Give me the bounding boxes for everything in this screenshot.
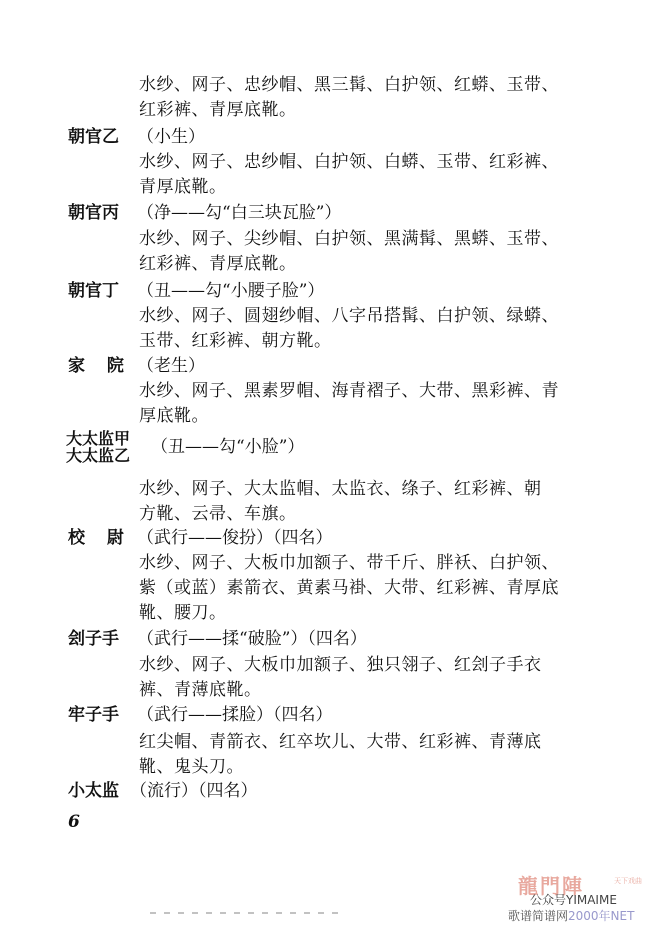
entry-6-line-1: 紫（或蓝）素箭衣、黄素马褂、大带、红彩裤、青厚底 <box>139 578 559 598</box>
watermark-logo: 龍門陣 <box>518 874 584 898</box>
entry-4-line-1: 厚底靴。 <box>139 406 209 426</box>
role-label-laozishou: 牢子手 <box>68 705 119 725</box>
entry-7-line-1: 裤、青薄底靴。 <box>139 680 262 700</box>
role-note-xiaotaijian: （流行）（四名） <box>130 781 258 801</box>
entry-8-line-1: 靴、鬼头刀。 <box>139 757 244 777</box>
watermark-footer-overlay: 2000年NET <box>568 909 635 923</box>
role-label-chaoguan-ding: 朝官丁 <box>68 281 119 301</box>
entry-1-line-0: 水纱、网子、忠纱帽、白护领、白蟒、玉带、红彩裤、 <box>139 152 559 172</box>
role-note-guizishou: （武行——揉“破脸”）（四名） <box>137 629 367 649</box>
role-note-xiaowei: （武行——俊扮）（四名） <box>137 528 333 548</box>
scan-noise-decoration <box>150 912 340 914</box>
role-note-laozishou: （武行——揉脸）（四名） <box>137 705 333 725</box>
role-label-chaoguan-yi: 朝官乙 <box>68 127 119 147</box>
role-label-chaoguan-bing: 朝官丙 <box>68 203 119 223</box>
role-note-chaoguan-bing: （净——勾“白三块瓦脸”） <box>137 203 342 223</box>
entry-3-line-0: 水纱、网子、圆翅纱帽、八字吊搭髯、白护领、绿蟒、 <box>139 306 559 326</box>
role-note-chaoguan-ding: （丑——勾“小腰子脸”） <box>137 281 325 301</box>
role-label-dataijian-yi: 大太监乙 <box>66 446 131 465</box>
entry-4-line-0: 水纱、网子、黑素罗帽、海青褶子、大带、黑彩裤、青 <box>139 381 559 401</box>
role-label-jiayuan: 家 院 <box>68 356 132 376</box>
watermark-footer-text: 歌谱简谱网 <box>508 909 569 923</box>
watermark-site: 公众号YIMAIME <box>530 893 617 907</box>
entry-2-line-0: 水纱、网子、尖纱帽、白护领、黑满髯、黑蟒、玉带、 <box>139 229 559 249</box>
entry-0-line-1: 红彩裤、青厚底靴。 <box>139 100 297 120</box>
entry-3-line-1: 玉带、红彩裤、朝方靴。 <box>139 331 332 351</box>
entry-5-line-0: 水纱、网子、大太监帽、太监衣、绦子、红彩裤、朝 <box>139 479 542 499</box>
entry-5-line-1: 方靴、云帚、车旗。 <box>139 504 297 524</box>
entry-2-line-1: 红彩裤、青厚底靴。 <box>139 254 297 274</box>
role-label-xiaotaijian: 小太监 <box>68 781 119 801</box>
role-label-xiaowei: 校 尉 <box>68 528 132 548</box>
role-note-jiayuan: （老生） <box>137 356 205 376</box>
entry-6-line-0: 水纱、网子、大板巾加额子、带千斤、胖袄、白护领、 <box>139 553 559 573</box>
role-note-chaoguan-yi: （小生） <box>137 127 205 147</box>
watermark-footer <box>508 907 634 924</box>
role-note-dataijian: （丑——勾“小脸”） <box>151 437 305 457</box>
page-number: 6 <box>68 812 80 832</box>
entry-7-line-0: 水纱、网子、大板巾加额子、独只翎子、红刽子手衣 <box>139 655 542 675</box>
role-label-dataijian-jia: 大太监甲 <box>66 429 131 448</box>
entry-0-line-0: 水纱、网子、忠纱帽、黑三髯、白护领、红蟒、玉带、 <box>139 75 559 95</box>
entry-8-line-0: 红尖帽、青箭衣、红卒坎儿、大带、红彩裤、青薄底 <box>139 732 542 752</box>
entry-6-line-2: 靴、腰刀。 <box>139 603 227 623</box>
entry-1-line-1: 青厚底靴。 <box>139 177 227 197</box>
watermark-logo-tag: 天下戏曲 <box>614 877 642 885</box>
role-label-guizishou: 刽子手 <box>68 629 119 649</box>
